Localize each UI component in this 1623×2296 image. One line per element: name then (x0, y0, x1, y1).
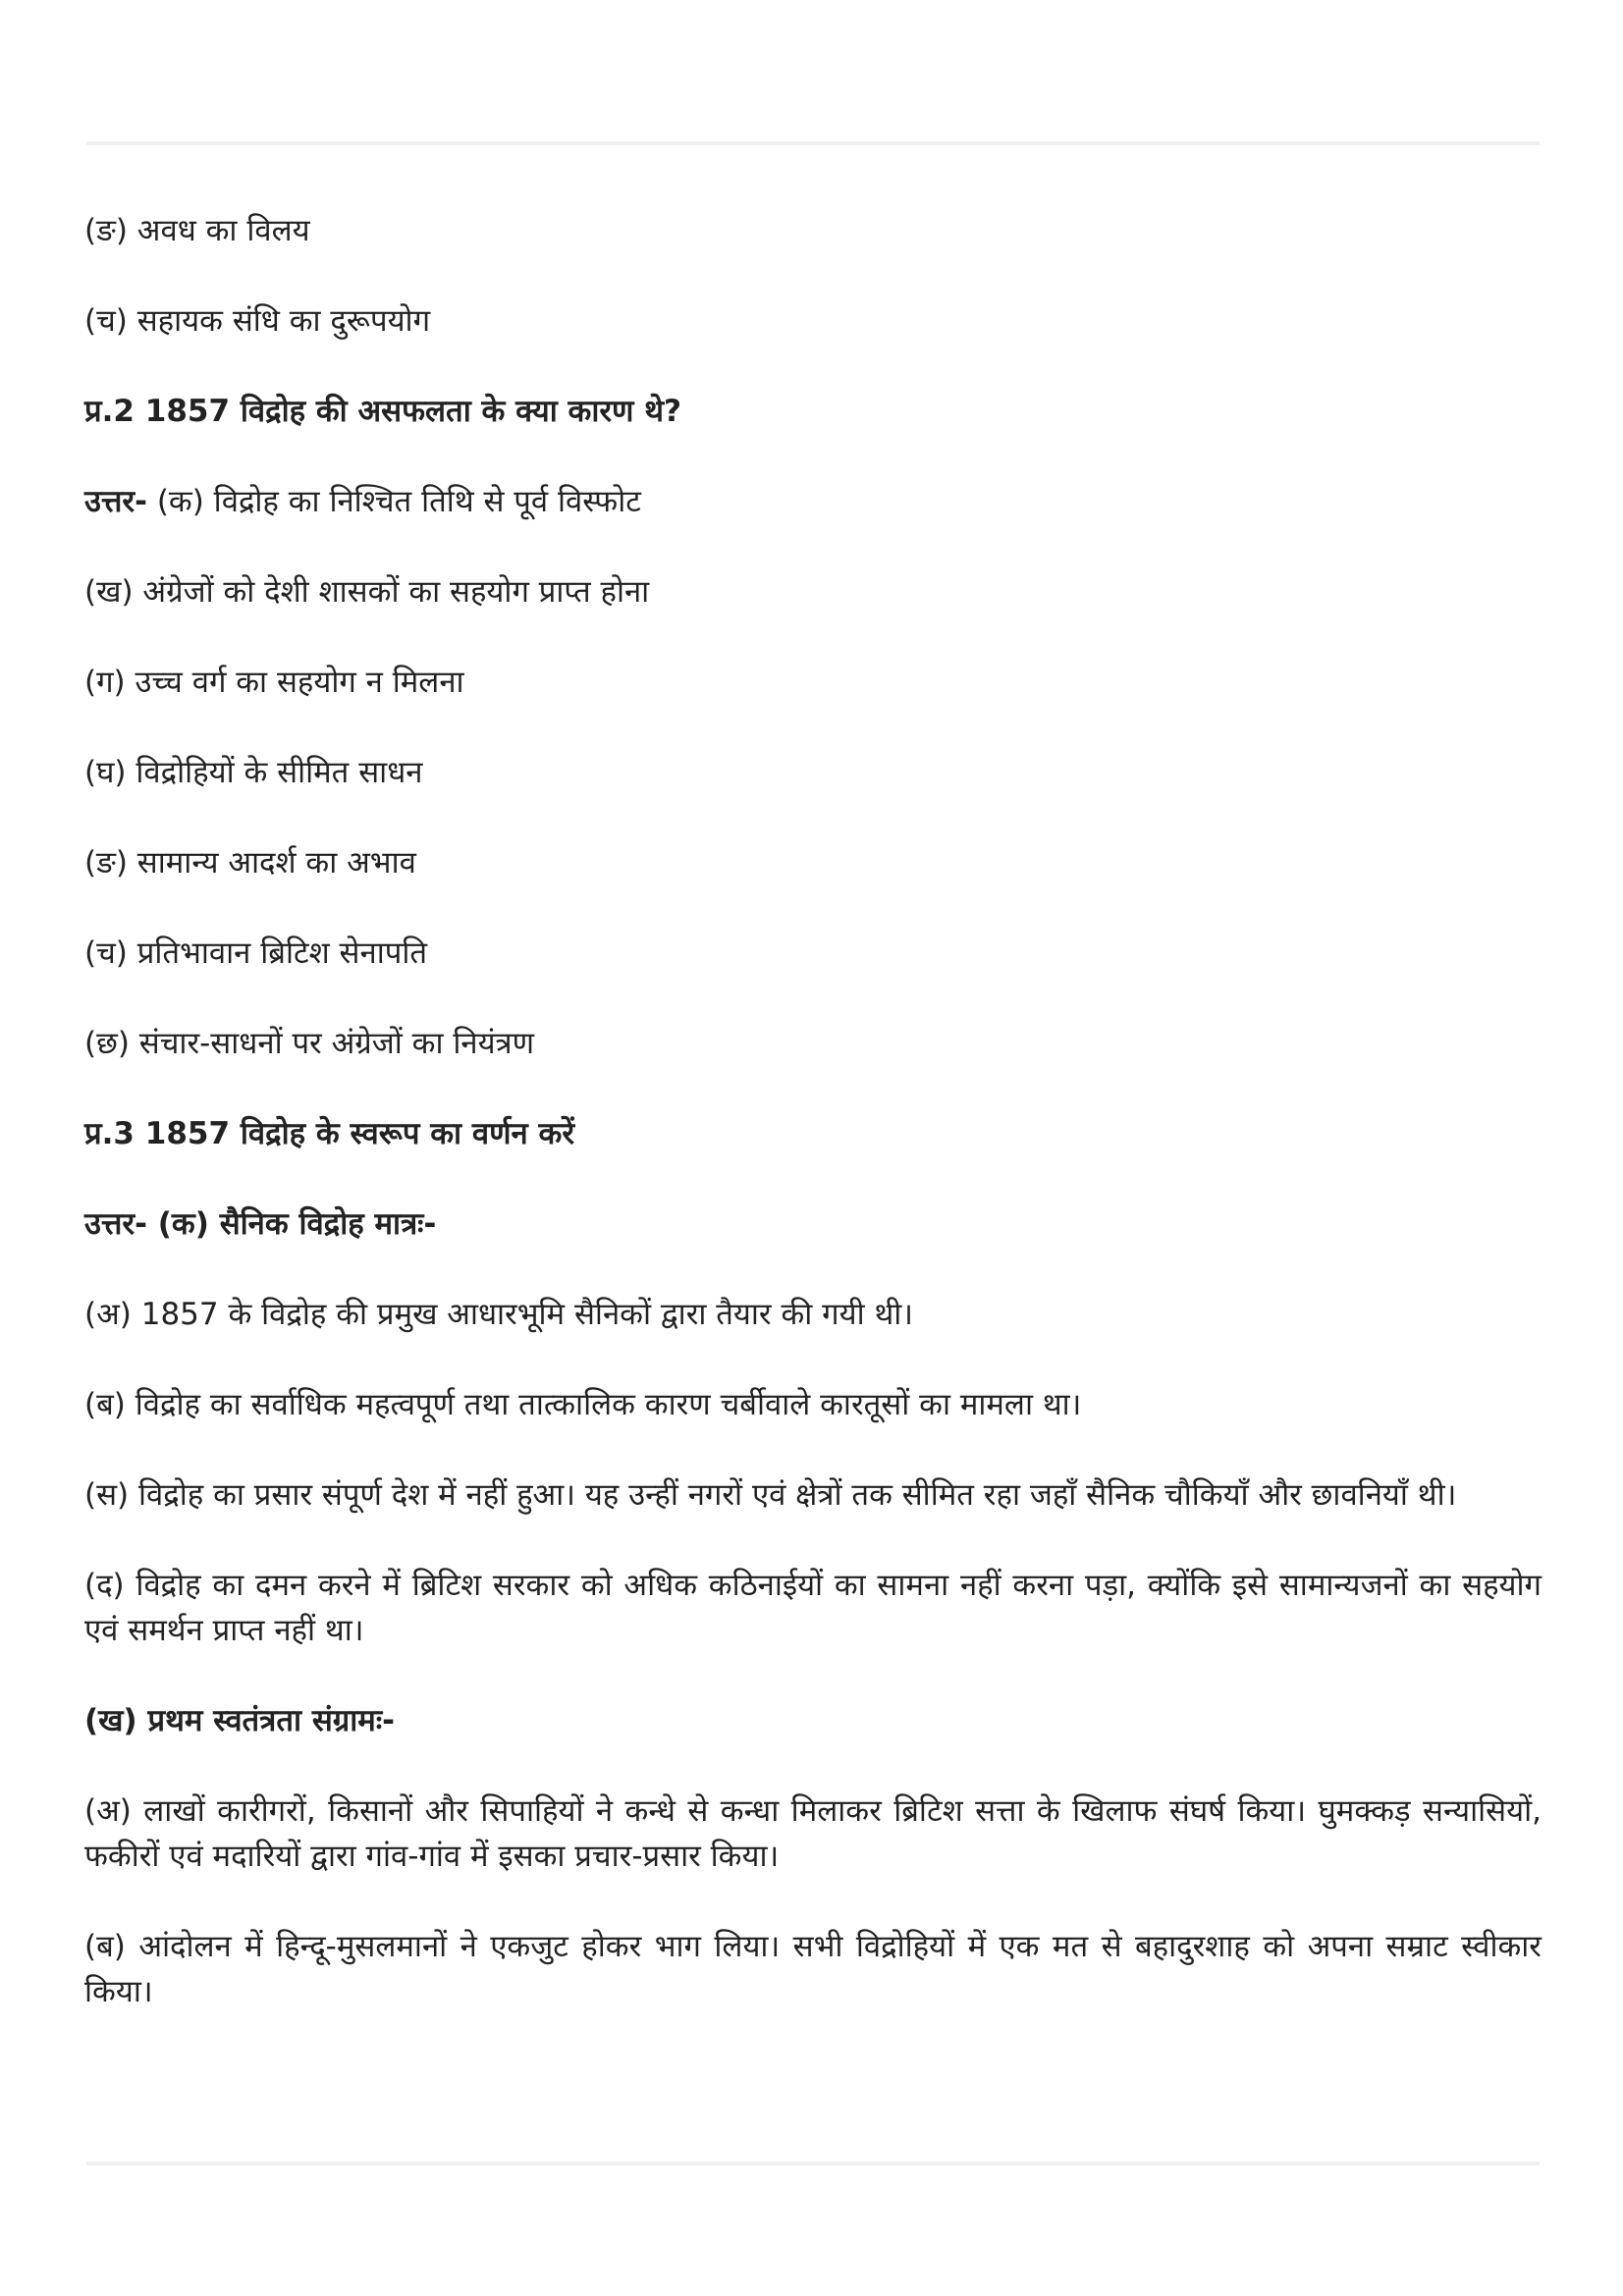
list-item: (च) सहायक संधि का दुरूपयोग (84, 303, 431, 339)
question-heading: प्र.3 1857 विद्रोह के स्वरूप का वर्णन करें (84, 1116, 575, 1151)
top-divider (86, 141, 1540, 145)
paragraph: (द) विद्रोह का दमन करने में ब्रिटिश सरकार को अधिक कठिनाईयों का सामना नहीं करना पड़ा, क्योंकि इसे सामान्यजनों का सहयोग एवं समर्थन प्राप्त नहीं था। (84, 1568, 1542, 1648)
list-item: (ङ) अवध का विलय (84, 213, 310, 248)
question-heading: प्र.2 1857 विद्रोह की असफलता के क्या कारण थे? (84, 394, 682, 429)
paragraph: (अ) 1857 के विद्रोह की प्रमुख आधारभूमि सैनिकों द्वारा तैयार की गयी थी। (84, 1297, 914, 1332)
paragraph: (अ) लाखों कारीगरों, किसानों और सिपाहियों ने कन्धे से कन्धा मिलाकर ब्रिटिश सत्ता के खिलाफ संघर्ष किया। घुमक्कड़ सन्यासियों, फकीरों एवं मदारियों द्वारा गांव-गांव में इसका प्रचार-प्रसार किया। (84, 1793, 1542, 1874)
section-heading: (ख) प्रथम स्वतंत्रता संग्रामः- (84, 1703, 395, 1738)
list-item: (ख) अंग्रेजों को देशी शासकों का सहयोग प्राप्त होना (84, 574, 650, 610)
answer-text: (क) विद्रोह का निश्चित तिथि से पूर्व विस्फोट (156, 484, 641, 519)
list-item: (घ) विद्रोहियों के सीमित साधन (84, 755, 423, 790)
list-item: (ङ) सामान्य आदर्श का अभाव (84, 845, 416, 881)
answer-prefix: उत्तर- (84, 1206, 147, 1242)
answer-line (84, 479, 641, 524)
list-item: (ग) उच्च वर्ग का सहयोग न मिलना (84, 665, 464, 700)
answer-prefix: उत्तर- (84, 484, 147, 519)
bottom-divider (86, 2162, 1540, 2165)
list-item: (च) प्रतिभावान ब्रिटिश सेनापति (84, 935, 428, 971)
paragraph: (ब) आंदोलन में हिन्दू-मुसलमानों ने एकजुट होकर भाग लिया। सभी विद्रोहियों में एक मत से बहादुरशाह को अपना सम्राट स्वीकार किया। (84, 1929, 1542, 2009)
section-heading: (क) सैनिक विद्रोह मात्रः- (157, 1206, 437, 1242)
paragraph: (स) विद्रोह का प्रसार संपूर्ण देश में नहीं हुआ। यह उन्हीं नगरों एवं क्षेत्रों तक सीमित रहा जहाँ सैनिक चौकियाँ और छावनियाँ थी। (84, 1477, 1457, 1513)
paragraph: (ब) विद्रोह का सर्वाधिक महत्वपूर्ण तथा तात्कालिक कारण चर्बीवाले कारतूसों का मामला था। (84, 1387, 1082, 1422)
answer-line (84, 1201, 436, 1247)
list-item: (छ) संचार-साधनों पर अंग्रेजों का नियंत्रण (84, 1026, 535, 1061)
